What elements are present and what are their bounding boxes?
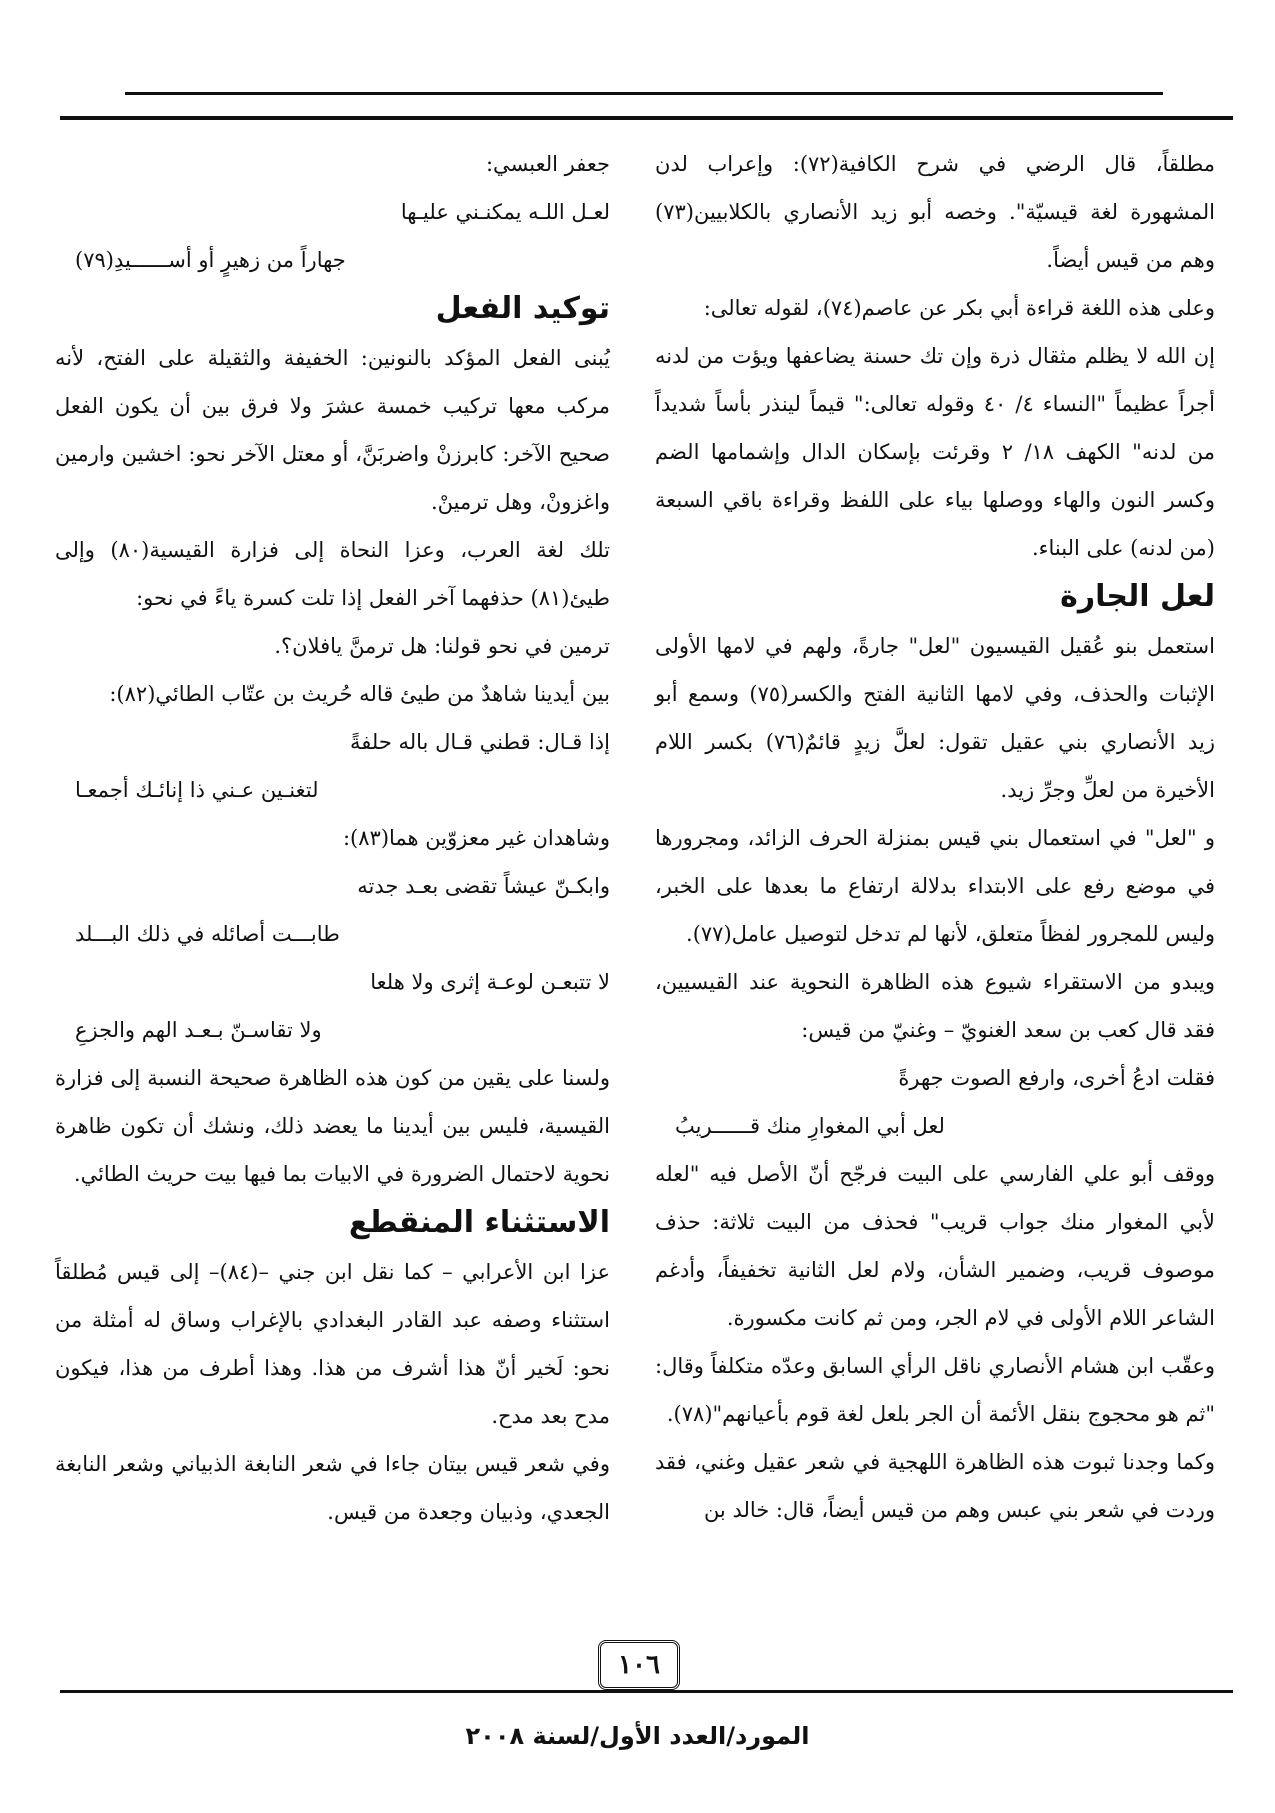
paragraph: عزا ابن الأعرابي – كما نقل ابن جني –(٨٤)– إلى قيس مُطلقاً استثناء وصفه عبد القادر البغدادي بالإغراب وساق له أمثلة من نحو: لَخير أنّ هذا أشرف من هذا. وهذا أطرف من هذا، فيكون مدح بعد مدح. [55, 1260, 610, 1428]
verse-first-hemistich: وابكـنّ عيشاً تقضى بعـد جدته [357, 874, 610, 898]
footer-rule [60, 1690, 1233, 1693]
section-heading: الاستثناء المنقطع [348, 1205, 610, 1240]
paragraph: ويبدو من الاستقراء شيوع هذه الظاهرة النحوية عند القيسيين، فقد قال كعب بن سعد الغنويّ – وغنيّ من قيس: [655, 970, 1215, 1042]
verse-first-hemistich: لعـل اللـه يمكنـني عليـها [400, 200, 610, 224]
verse-first-hemistich: فقلت ادعُ أخرى، وارفع الصوت جهرةً [898, 1066, 1215, 1090]
paragraph: وشاهدان غير معزوّين هما(٨٣): [342, 826, 610, 850]
left-text-column [55, 140, 610, 1536]
page-number: ١٠٦ [598, 1640, 680, 1690]
journal-footer: المورد/العدد الأول/لسنة ٢٠٠٨ [465, 1722, 810, 1750]
section-heading: لعل الجارة [1060, 579, 1215, 614]
header-rule-thin [125, 92, 1163, 95]
paragraph: ترمين في نحو قولنا: هل ترمنَّ يافلان؟. [274, 634, 610, 658]
paragraph: وعلى هذه اللغة قراءة أبي بكر عن عاصم(٧٤)، لقوله تعالى: [703, 296, 1215, 320]
paragraph: استعمل بنو عُقيل القيسيون "لعل" جارةً، ولهم في لامها الأولى الإثبات والحذف، وفي لامها الثانية الفتح والكسر(٧٥) وسمع أبو زيد الأنصاري بني عقيل تقول: لعلَّ زيدٍ قائمٌ(٧٦) بكسر اللام الأخيرة من لعلِّ وجرِّ زيد. [655, 634, 1215, 802]
verse-second-hemistich: طابـــت أصائله في ذلك البـــلد [75, 922, 340, 946]
verse-first-hemistich: إذا قـال: قطني قـال باله حلفةً [350, 730, 610, 754]
paragraph: وكما وجدنا ثبوت هذه الظاهرة اللهجية في شعر عقيل وغني، فقد وردت في شعر بني عبس وهم من قيس أيضاً، قال: خالد بن [655, 1450, 1215, 1522]
paragraph: ووقف أبو علي الفارسي على البيت فرجّح أنّ الأصل فيه "لعله لأبي المغوار منك جواب قريب" فحذف من البيت ثلاثة: حذف موصوف قريب، وضمير الشأن، ولام لعل الثانية تخفيفاً، وأدغم الشاعر اللام الأولى في لام الجر، ومن ثم كانت مكسورة. [655, 1162, 1215, 1330]
right-text-column [655, 140, 1215, 1534]
paragraph: و "لعل" في استعمال بني قيس بمنزلة الحرف الزائد، ومجرورها في موضع رفع على الابتداء بدلالة ارتفاع ما بعدها على الخبر، وليس للمجرور لفظاً متعلق، لأنها لم تدخل لتوصيل عامل(٧٧). [655, 826, 1215, 946]
paragraph: ولسنا على يقين من كون هذه الظاهرة صحيحة النسبة إلى فزارة القيسية، فليس بين أيدينا ما يعضد ذلك، ونشك أن تكون ظاهرة نحوية لاحتمال الضرورة في الابيات بما فيها بيت حريث الطائي. [55, 1066, 610, 1186]
paragraph: وعقّب ابن هشام الأنصاري ناقل الرأي السابق وعدّه متكلفاً وقال: "ثم هو محجوج بنقل الأئمة أن الجر بلعل لغة قوم بأعيانهم"(٧٨). [655, 1354, 1215, 1426]
verse-second-hemistich: جهاراً من زهيرٍ أو أســــــيدِ(٧٩) [75, 248, 346, 272]
paragraph: يُبنى الفعل المؤكد بالنونين: الخفيفة والثقيلة على الفتح، لأنه مركب معها تركيب خمسة عشرَ ولا فرق بين أن يكون الفعل صحيح الآخر: كابرزنْ واضربَنَّ، أو معتل الآخر نحو: اخشين وارمين واغزونْ، وهل ترمينْ. [55, 346, 610, 514]
paragraph: بين أيدينا شاهدٌ من طيئ قاله حُريث بن عتّاب الطائي(٨٢): [109, 682, 610, 706]
paragraph: جعفر العبسي: [485, 152, 610, 176]
verse-second-hemistich: لعل أبي المغوارِ منك قــــــريبُ [675, 1114, 945, 1138]
paragraph: تلك لغة العرب، وعزا النحاة إلى فزارة القيسية(٨٠) وإلى طيئ(٨١) حذفهما آخر الفعل إذا تلت كسرة ياءً في نحو: [55, 538, 610, 610]
header-rule-thick [60, 116, 1233, 120]
paragraph: مطلقاً، قال الرضي في شرح الكافية(٧٢): وإعراب لدن المشهورة لغة قيسيّة". وخصه أبو زيد الأنصاري بالكلابيين(٧٣) وهم من قيس أيضاً. [655, 152, 1215, 272]
section-heading: توكيد الفعل [435, 291, 610, 326]
paragraph: وفي شعر قيس بيتان جاءا في شعر النابغة الذبياني وشعر النابغة الجعدي، وذبيان وجعدة من قيس. [55, 1452, 610, 1524]
verse-first-hemistich: لا تتبعـن لوعـة إثرى ولا هلعا [370, 970, 610, 994]
paragraph: إن الله لا يظلم مثقال ذرة وإن تك حسنة يضاعفها ويؤت من لدنه أجراً عظيماً "النساء ٤/ ٤٠ وقوله تعالى:" قيماً لينذر بأساً شديداً من لدنه" الكهف ١٨/ ٢ وقرئت بإسكان الدال وإشمامها الضم وكسر النون والهاء ووصلها بياء على اللفظ وقراءة باقي السبعة (من لدنه) على البناء. [655, 344, 1215, 560]
verse-second-hemistich: ولا تقاسـنّ بـعـد الهم والجزعِ [75, 1018, 322, 1042]
verse-second-hemistich: لتغنـين عـني ذا إنائـك أجمعـا [75, 778, 319, 802]
